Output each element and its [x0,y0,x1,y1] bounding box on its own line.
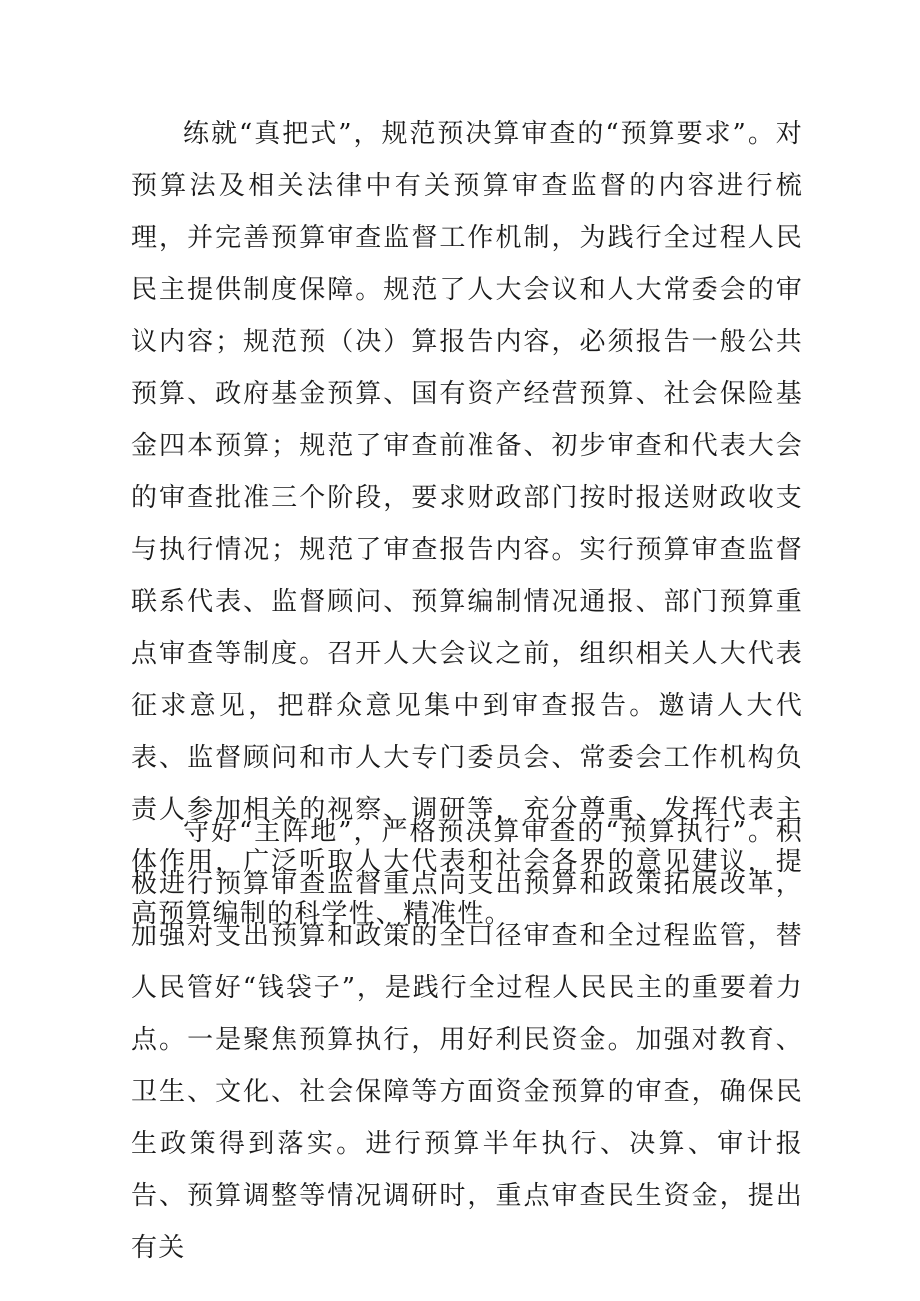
paragraph-budget-execution: 守好“主阵地”，严格预决算审查的“预算执行”。积极进行预算审查监督重点向支出预算和政策拓展改革，加强对支出预算和政策的全口径审查和全过程监管，替人民管好“钱袋子”，是践行全过程人民民主的重要着力点。一是聚焦预算执行，用好利民资金。加强对教育、卫生、文化、社会保障等方面资金预算的审查，确保民生政策得到落实。进行预算半年执行、决算、审计报告、预算调整等情况调研时，重点审查民生资金，提出有关 [131,817,803,1263]
paragraph-budget-requirements: 练就“真把式”，规范预决算审查的“预算要求”。对预算法及相关法律中有关预算审查监督的内容进行梳理，并完善预算审查监督工作机制，为践行全过程人民民主提供制度保障。规范了人大会议和人大常委会的审议内容；规范预（决）算报告内容，必须报告一般公共预算、政府基金预算、国有资产经营预算、社会保险基金四本预算；规范了审查前准备、初步审查和代表大会的审查批准三个阶段，要求财政部门按时报送财政收支与执行情况；规范了审查报告内容。实行预算审查监督联系代表、监督顾问、预算编制情况通报、部门预算重点审查等制度。召开人大会议之前，组织相关人大代表征求意见，把群众意见集中到审查报告。邀请人大代表、监督顾问和市人大专门委员会、常委会工作机构负责人参加相关的视察、调研等，充分尊重、发挥代表主体作用，广泛听取人大代表和社会各界的意见建议，提高预算编制的科学性、精准性。 [131,119,803,929]
